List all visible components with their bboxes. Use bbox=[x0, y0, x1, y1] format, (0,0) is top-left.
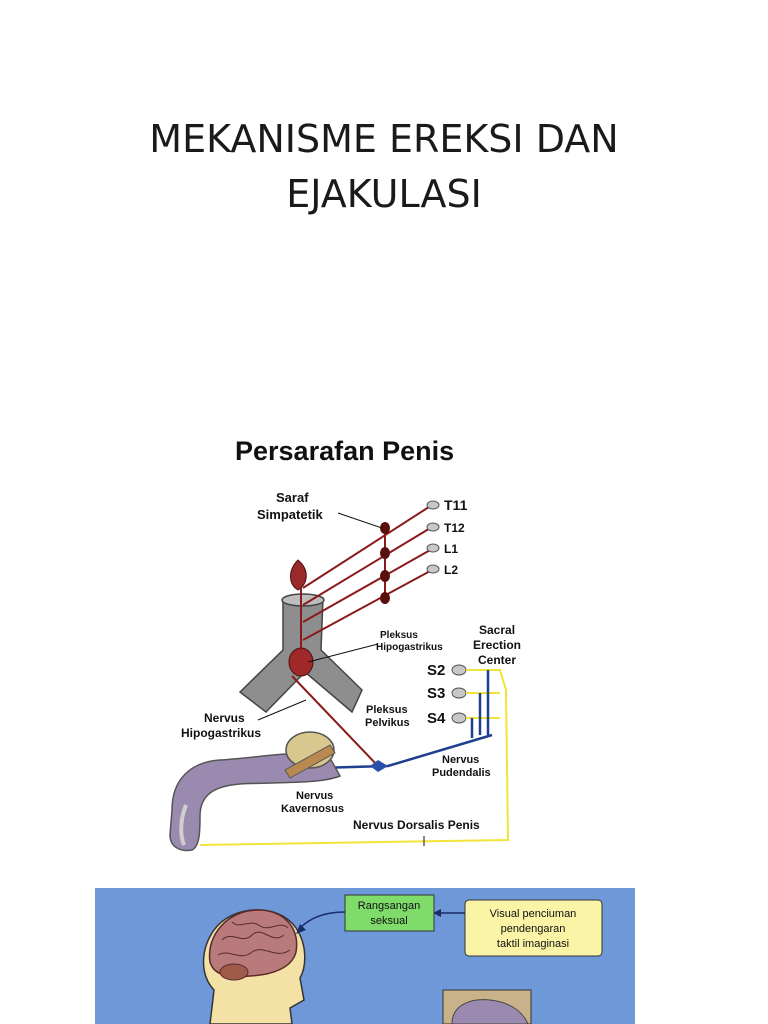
label-nervus-pud-1: Nervus bbox=[442, 754, 480, 766]
label-l2: L2 bbox=[444, 563, 459, 577]
label-center: Center bbox=[478, 653, 517, 667]
slide-title-line-2: EJAKULASI bbox=[286, 172, 482, 216]
label-simpatetik: Simpatetik bbox=[257, 507, 323, 522]
label-nervus-kav-2: Kavernosus bbox=[281, 803, 344, 815]
label-pleksus-hipo-1: Pleksus bbox=[380, 630, 418, 641]
figure-title: Persarafan Penis bbox=[235, 436, 455, 466]
label-nervus-dorsalis: Nervus Dorsalis Penis bbox=[353, 818, 480, 832]
label-pleksus-pel-1: Pleksus bbox=[366, 704, 408, 716]
rangsangan-label-2: seksual bbox=[370, 915, 408, 927]
cerebellum-shape bbox=[220, 964, 248, 980]
rangsangan-label-1: Rangsangan bbox=[357, 900, 421, 912]
stimulus-label-2: pendengaran bbox=[500, 923, 566, 935]
label-nervus-hipo-1: Nervus bbox=[204, 711, 245, 725]
label-pleksus-pel-2: Pelvikus bbox=[365, 717, 410, 729]
stimulus-label-1: Visual penciuman bbox=[489, 908, 577, 920]
label-l1: L1 bbox=[444, 542, 459, 556]
label-s3: S3 bbox=[427, 685, 446, 702]
label-s2: S2 bbox=[427, 662, 446, 679]
label-t12: T12 bbox=[444, 521, 465, 535]
stimulus-label-3: taktil imaginasi bbox=[496, 938, 570, 950]
label-s4: S4 bbox=[427, 710, 446, 727]
label-saraf: Saraf bbox=[276, 490, 309, 505]
label-sacral: Sacral bbox=[479, 623, 516, 637]
top-ganglion bbox=[291, 560, 307, 590]
label-t11: T11 bbox=[444, 497, 468, 513]
label-nervus-kav-1: Nervus bbox=[296, 790, 334, 802]
label-erection: Erection bbox=[473, 638, 522, 652]
label-nervus-hipo-2: Hipogastrikus bbox=[181, 726, 262, 740]
slide-title-line-1: MEKANISME EREKSI DAN bbox=[149, 117, 619, 161]
label-pleksus-hipo-2: Hipogastrikus bbox=[376, 642, 443, 653]
label-nervus-pud-2: Pudendalis bbox=[432, 767, 491, 779]
